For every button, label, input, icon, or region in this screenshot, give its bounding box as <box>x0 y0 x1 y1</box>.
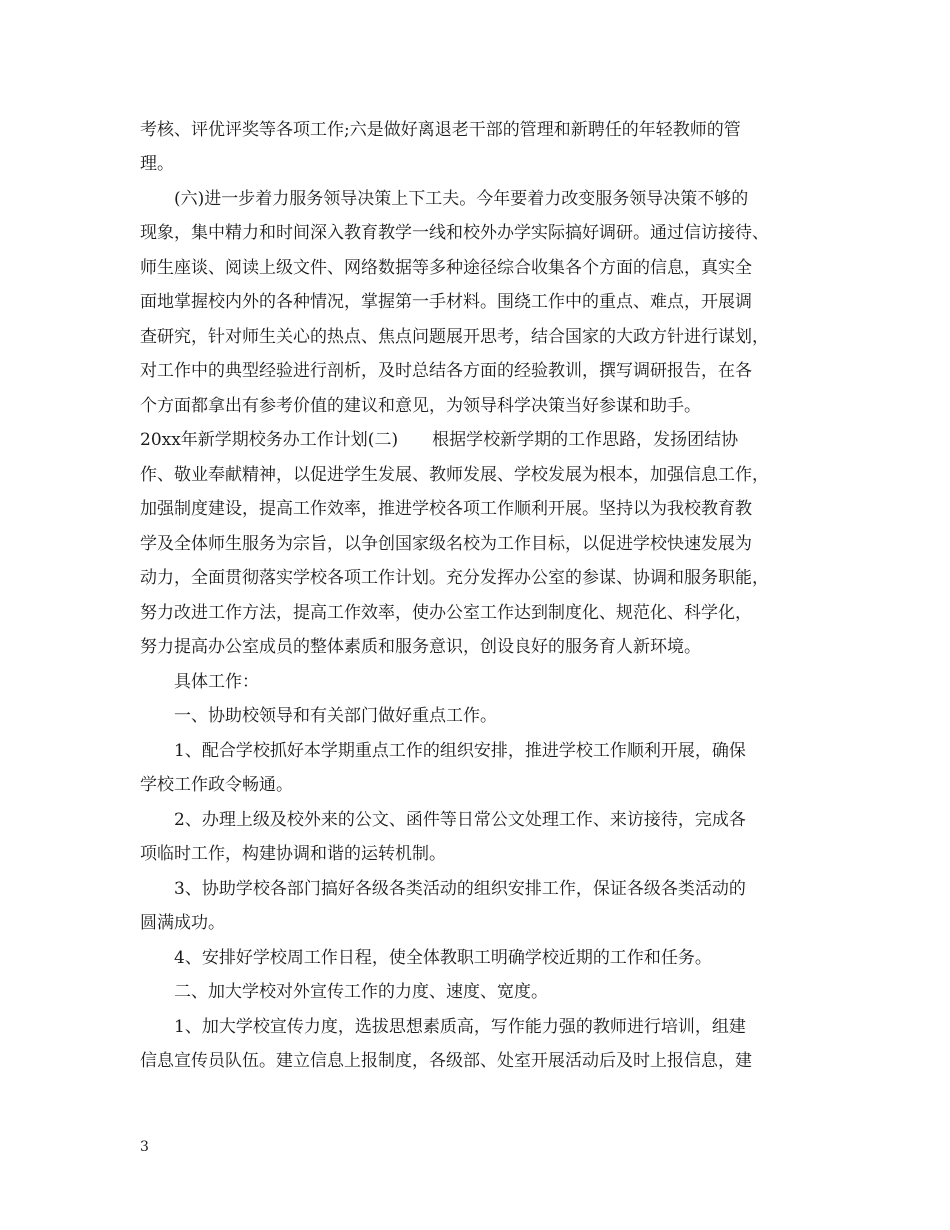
text-line: 加强制度建设，提高工作效率，推进学校各项工作顺利开展。坚持以为我校教育教 <box>140 499 752 519</box>
text-line: 2、办理上级及校外来的公文、函件等日常公文处理工作、来访接待，完成各 <box>174 810 746 830</box>
text-line: 项临时工作，构建协调和谐的运转机制。 <box>140 844 446 864</box>
text-line: 圆满成功。 <box>140 913 225 933</box>
text-line: 3、协助学校各部门搞好各级各类活动的组织安排工作，保证各级各类活动的 <box>174 879 746 899</box>
text-line: 信息宣传员队伍。建立信息上报制度，各级部、处室开展活动后及时上报信息，建 <box>140 1051 752 1071</box>
text-line: 师生座谈、阅读上级文件、网络数据等多种途径综合收集各个方面的信息，真实全 <box>140 258 752 278</box>
text-line: 努力改进工作方法，提高工作效率，使办公室工作达到制度化、规范化、科学化， <box>140 603 752 623</box>
text-line: 学校工作政令畅通。 <box>140 775 293 795</box>
text-line: 学及全体师生服务为宗旨，以争创国家级名校为工作目标，以促进学校快速发展为 <box>140 534 752 554</box>
text-line: 具体工作： <box>174 672 259 692</box>
text-line: 1、配合学校抓好本学期重点工作的组织安排，推进学校工作顺利开展，确保 <box>174 741 746 761</box>
text-line: 理。 <box>140 154 174 174</box>
text-line: 动力，全面贯彻落实学校各项工作计划。充分发挥办公室的参谋、协调和服务职能， <box>140 568 769 588</box>
text-line: 4、安排好学校周工作日程，使全体教职工明确学校近期的工作和任务。 <box>174 948 712 968</box>
section-heading-line: 20xx年新学期校务办工作计划(二) 根据学校新学期的工作思路，发扬团结协 <box>140 430 739 450</box>
text-line: 二、加大学校对外宣传工作的力度、速度、宽度。 <box>174 982 548 1002</box>
text-line: 1、加大学校宣传力度，选拔思想素质高，写作能力强的教师进行培训，组建 <box>174 1017 746 1037</box>
text-line: 面地掌握校内外的各种情况，掌握第一手材料。围绕工作中的重点、难点，开展调 <box>140 292 752 312</box>
text-line: 一、协助校领导和有关部门做好重点工作。 <box>174 706 497 726</box>
text-line: 查研究，针对师生关心的热点、焦点问题展开思考，结合国家的大政方针进行谋划， <box>140 327 769 347</box>
text-line: 作、敬业奉献精神，以促进学生发展、教师发展、学校发展为根本，加强信息工作， <box>140 465 769 485</box>
text-line: 考核、评优评奖等各项工作;六是做好离退老干部的管理和新聘任的年轻教师的管 <box>140 120 741 140</box>
text-line: 现象，集中精力和时间深入教育教学一线和校外办学实际搞好调研。通过信访接待、 <box>140 223 769 243</box>
text-line: 个方面都拿出有参考价值的建议和意见，为领导科学决策当好参谋和助手。 <box>140 396 701 416</box>
page-number: 3 <box>140 1139 149 1155</box>
text-line: 努力提高办公室成员的整体素质和服务意识，创设良好的服务育人新环境。 <box>140 637 701 657</box>
text-line: 对工作中的典型经验进行剖析，及时总结各方面的经验教训，撰写调研报告，在各 <box>140 361 752 381</box>
text-line: (六)进一步着力服务领导决策上下工夫。今年要着力改变服务领导决策不够的 <box>174 189 749 209</box>
